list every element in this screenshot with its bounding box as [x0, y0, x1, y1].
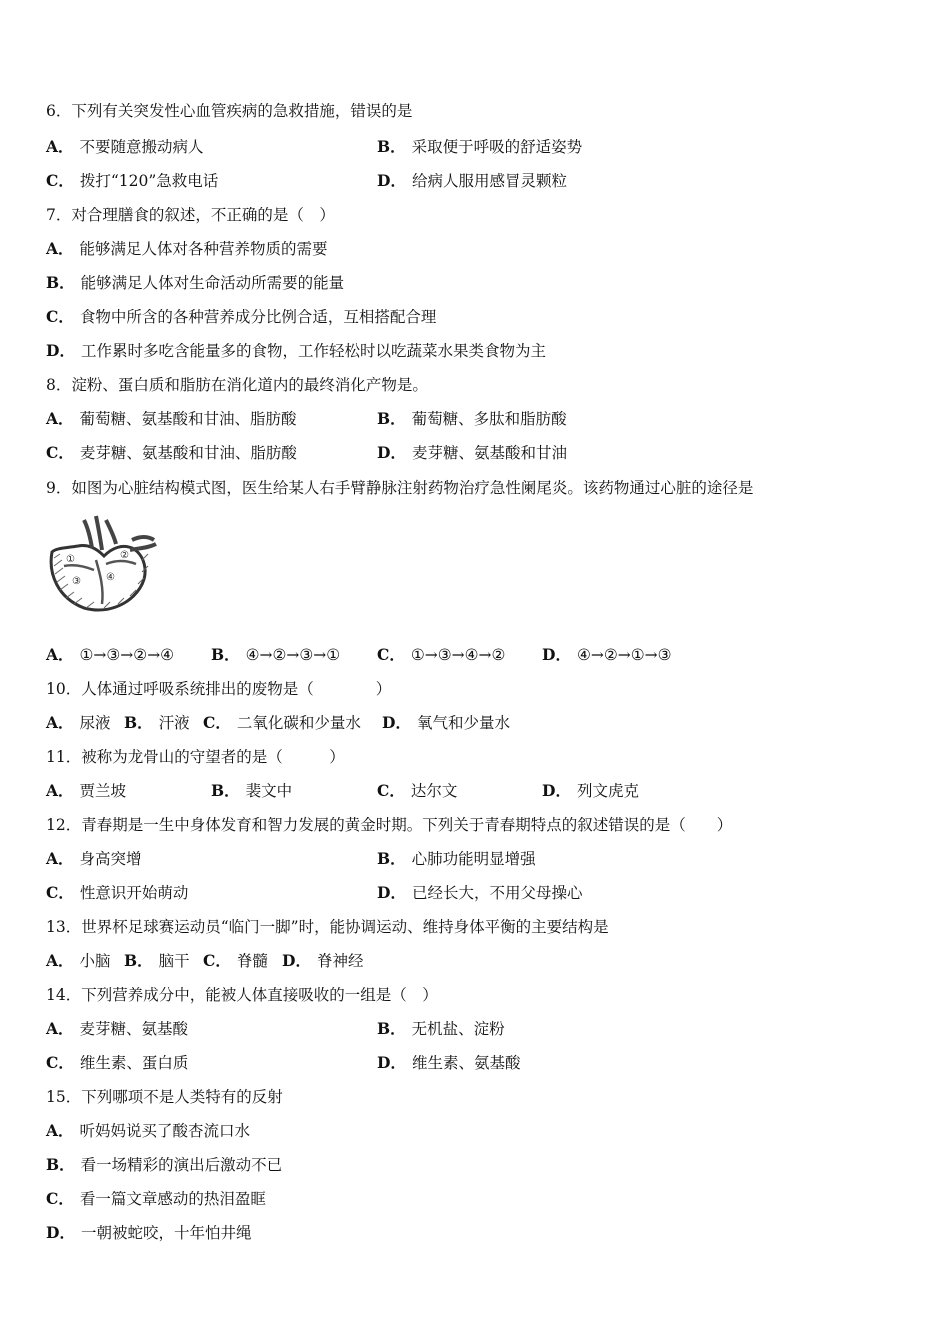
q15-option-c	[46, 1188, 266, 1210]
question-number: 12．	[46, 816, 82, 834]
option-text: 葡萄糖、多肽和脂肪酸	[411, 410, 567, 428]
q8-option-c	[46, 442, 297, 464]
question-text: 下列有关突发性心血管疾病的急救措施，错误的是	[71, 102, 413, 120]
option-label: A．	[46, 1121, 74, 1140]
question-text: 下列营养成分中，能被人体直接吸收的一组是（ ）	[81, 986, 438, 1004]
option-label: A．	[46, 239, 74, 258]
question-6-stem	[46, 100, 412, 122]
question-number: 14．	[46, 986, 82, 1004]
option-text: 二氧化碳和少量水	[236, 714, 361, 732]
q12-option-c	[46, 882, 188, 904]
question-number: 6．	[46, 102, 72, 120]
option-text: 工作累时多吃含能量多的食物，工作轻松时以吃蔬菜水果类食物为主	[80, 342, 546, 360]
q10-option-d	[382, 712, 510, 734]
q9-option-c	[377, 644, 505, 666]
figure-label-2: ②	[120, 550, 129, 561]
option-label: B．	[124, 713, 153, 732]
option-label: B．	[46, 273, 75, 292]
q10-option-b	[124, 712, 190, 734]
q12-option-b	[377, 848, 536, 870]
q14-option-d	[377, 1052, 520, 1074]
option-label: C．	[46, 1053, 74, 1072]
question-text: 人体通过呼吸系统排出的废物是（ ）	[81, 680, 392, 698]
option-text: 给病人服用感冒灵颗粒	[411, 172, 567, 190]
option-text: ①→③→②→④	[79, 646, 175, 664]
option-text: 拨打“120”急救电话	[79, 172, 219, 190]
option-text: 能够满足人体对生命活动所需要的能量	[80, 274, 345, 292]
option-label: D．	[382, 713, 411, 732]
option-text: 采取便于呼吸的舒适姿势	[411, 138, 583, 156]
option-text: 身高突增	[79, 850, 142, 868]
option-label: D．	[377, 171, 406, 190]
option-label: C．	[377, 781, 405, 800]
q14-option-a	[46, 1018, 188, 1040]
option-label: C．	[46, 307, 74, 326]
question-text: 如图为心脏结构模式图，医生给某人右手臂静脉注射药物治疗急性阑尾炎。该药物通过心脏的途径是	[71, 479, 754, 497]
option-text: 贾兰坡	[79, 782, 127, 800]
option-text: 维生素、蛋白质	[79, 1054, 189, 1072]
option-text: 听妈妈说买了酸杏流口水	[79, 1122, 251, 1140]
q8-option-b	[377, 408, 567, 430]
q7-option-b	[46, 272, 344, 294]
option-text: 看一场精彩的演出后激动不已	[80, 1156, 283, 1174]
option-label: A．	[46, 1019, 74, 1038]
option-label: D．	[377, 443, 406, 462]
option-label: A．	[46, 713, 74, 732]
option-label: A．	[46, 645, 74, 664]
option-text: 达尔文	[410, 782, 458, 800]
question-14-stem	[46, 984, 438, 1006]
q15-option-a	[46, 1120, 250, 1142]
heart-diagram	[44, 514, 160, 614]
q6-option-d	[377, 170, 567, 192]
option-text: 脊神经	[316, 952, 364, 970]
option-text: 维生素、氨基酸	[411, 1054, 521, 1072]
q13-option-c	[203, 950, 268, 972]
option-text: 尿液	[79, 714, 111, 732]
aorta-vessels	[84, 516, 156, 550]
q10-option-c	[203, 712, 361, 734]
question-text: 被称为龙骨山的守望者的是（ ）	[81, 748, 345, 766]
option-text: 小脑	[79, 952, 111, 970]
option-label: B．	[211, 645, 240, 664]
question-12-stem	[46, 814, 732, 836]
q11-option-d	[542, 780, 639, 802]
option-label: D．	[46, 341, 75, 360]
q7-option-a	[46, 238, 328, 260]
q7-option-c	[46, 306, 436, 328]
option-text: 能够满足人体对各种营养物质的需要	[79, 240, 328, 258]
figure-label-4: ④	[106, 572, 115, 583]
question-text: 淀粉、蛋白质和脂肪在消化道内的最终消化产物是。	[71, 376, 428, 394]
q6-option-b	[377, 136, 582, 158]
figure-label-1: ①	[66, 554, 75, 565]
q9-option-a	[46, 644, 174, 666]
option-label: D．	[542, 781, 571, 800]
question-text: 青春期是一生中身体发育和智力发展的黄金时期。下列关于青春期特点的叙述错误的是（ ）	[81, 816, 733, 834]
option-text: 食物中所含的各种营养成分比例合适，互相搭配合理	[79, 308, 437, 326]
q8-option-a	[46, 408, 297, 430]
option-text: 脑干	[158, 952, 190, 970]
q6-option-a	[46, 136, 204, 158]
option-text: 麦芽糖、氨基酸和甘油	[411, 444, 567, 462]
question-9-stem	[46, 477, 753, 499]
option-label: B．	[46, 1155, 75, 1174]
question-number: 8．	[46, 376, 72, 394]
question-text: 世界杯足球赛运动员“临门一脚”时，能协调运动、维持身体平衡的主要结构是	[81, 918, 609, 936]
option-label: C．	[203, 713, 231, 732]
option-text: 无机盐、淀粉	[411, 1020, 505, 1038]
option-label: B．	[377, 1019, 406, 1038]
question-7-stem	[46, 204, 335, 226]
question-text: 下列哪项不是人类特有的反射	[81, 1088, 283, 1106]
option-label: D．	[377, 883, 406, 902]
option-label: D．	[542, 645, 571, 664]
q15-option-d	[46, 1222, 251, 1244]
question-number: 11．	[46, 748, 82, 766]
option-label: D．	[377, 1053, 406, 1072]
option-text: 心肺功能明显增强	[411, 850, 536, 868]
option-text: ①→③→④→②	[410, 646, 506, 664]
option-text: 氧气和少量水	[416, 714, 510, 732]
option-label: B．	[377, 137, 406, 156]
q14-option-c	[46, 1052, 188, 1074]
option-label: B．	[377, 409, 406, 428]
q6-option-c	[46, 170, 218, 192]
option-label: A．	[46, 137, 74, 156]
q11-option-a	[46, 780, 126, 802]
option-label: A．	[46, 849, 74, 868]
question-number: 15．	[46, 1088, 82, 1106]
q9-option-b	[211, 644, 340, 666]
option-text: 裴文中	[245, 782, 293, 800]
option-label: A．	[46, 409, 74, 428]
option-text: 麦芽糖、氨基酸和甘油、脂肪酸	[79, 444, 297, 462]
option-text: 不要随意搬动病人	[79, 138, 204, 156]
option-text: ④→②→③→①	[245, 646, 341, 664]
option-label: C．	[46, 171, 74, 190]
question-8-stem	[46, 374, 428, 396]
question-number: 7．	[46, 206, 72, 224]
question-text: 对合理膳食的叙述，不正确的是（ ）	[71, 206, 335, 224]
option-label: C．	[46, 883, 74, 902]
option-label: A．	[46, 951, 74, 970]
option-text: 性意识开始萌动	[79, 884, 189, 902]
q11-option-c	[377, 780, 457, 802]
question-number: 10．	[46, 680, 82, 698]
option-text: 脊髓	[236, 952, 268, 970]
question-15-stem	[46, 1086, 283, 1108]
option-text: 列文虎克	[576, 782, 639, 800]
option-text: ④→②→①→③	[576, 646, 672, 664]
q15-option-b	[46, 1154, 282, 1176]
option-text: 汗液	[158, 714, 190, 732]
option-label: C．	[203, 951, 231, 970]
q10-option-a	[46, 712, 111, 734]
option-text: 麦芽糖、氨基酸	[79, 1020, 189, 1038]
q11-option-b	[211, 780, 292, 802]
figure-label-3: ③	[72, 576, 81, 587]
question-11-stem	[46, 746, 345, 768]
option-label: C．	[46, 443, 74, 462]
option-label: D．	[282, 951, 311, 970]
question-number: 9．	[46, 479, 72, 497]
option-text: 已经长大，不用父母操心	[411, 884, 583, 902]
q13-option-a	[46, 950, 111, 972]
q14-option-b	[377, 1018, 505, 1040]
q13-option-d	[282, 950, 363, 972]
option-label: D．	[46, 1223, 75, 1242]
question-number: 13．	[46, 918, 82, 936]
option-text: 葡萄糖、氨基酸和甘油、脂肪酸	[79, 410, 297, 428]
option-text: 看一篇文章感动的热泪盈眶	[79, 1190, 266, 1208]
question-10-stem	[46, 678, 391, 700]
option-label: B．	[377, 849, 406, 868]
option-label: C．	[46, 1189, 74, 1208]
q12-option-a	[46, 848, 142, 870]
option-label: B．	[124, 951, 153, 970]
option-label: C．	[377, 645, 405, 664]
q12-option-d	[377, 882, 582, 904]
q7-option-d	[46, 340, 546, 362]
q9-option-d	[542, 644, 672, 666]
option-label: A．	[46, 781, 74, 800]
q13-option-b	[124, 950, 190, 972]
option-text: 一朝被蛇咬，十年怕井绳	[80, 1224, 252, 1242]
q8-option-d	[377, 442, 567, 464]
option-label: B．	[211, 781, 240, 800]
question-13-stem	[46, 916, 609, 938]
